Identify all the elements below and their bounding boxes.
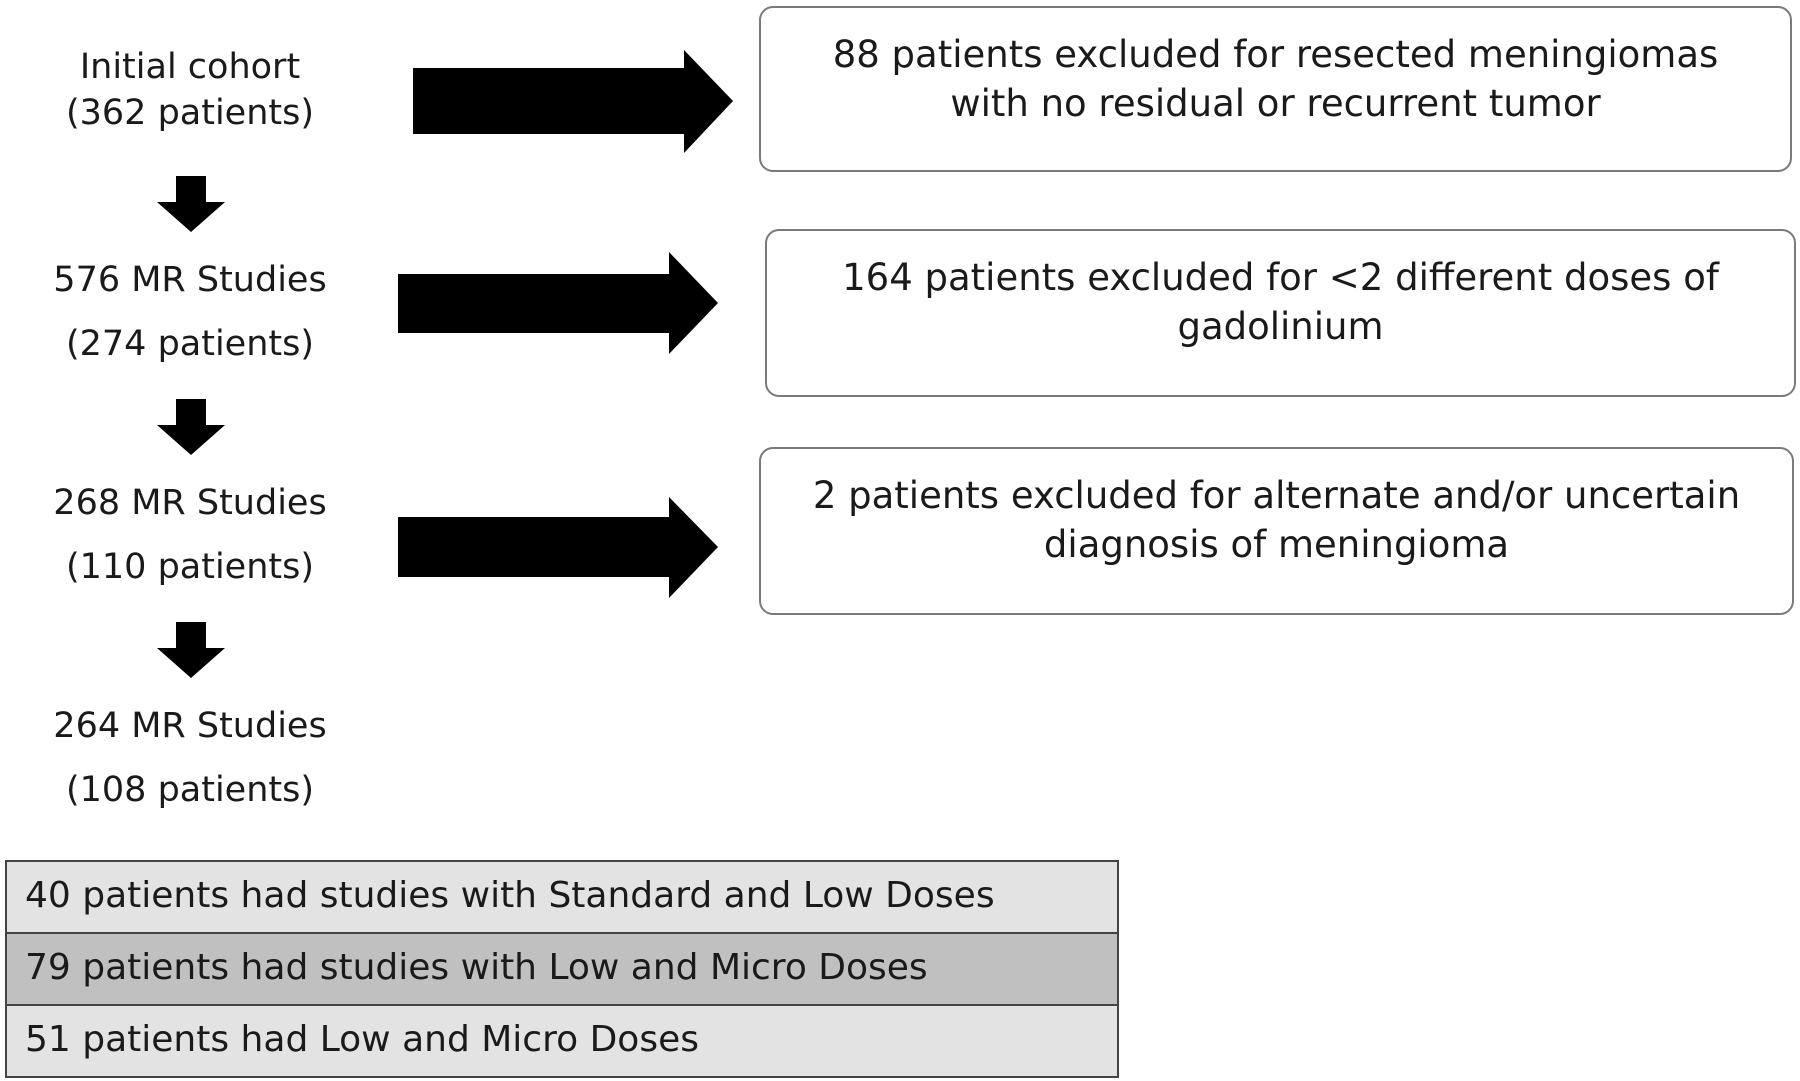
exclusion-box-gadolinium-doses xyxy=(765,229,1796,397)
dose-summary-table xyxy=(5,860,1119,1078)
exclusion-box-uncertain-diagnosis xyxy=(759,447,1794,615)
stage-264-studies xyxy=(20,706,360,819)
stage-title: 576 MR Studies xyxy=(53,260,327,300)
exclusion-text-line: gadolinium xyxy=(1177,305,1384,348)
down-arrow-icon xyxy=(157,622,225,678)
right-arrow-icon xyxy=(398,252,718,354)
stage-patient-count: (110 patients) xyxy=(65,547,315,587)
right-arrow-icon xyxy=(398,497,718,598)
stage-patient-count: (274 patients) xyxy=(65,324,315,364)
exclusion-text-line: with no residual or recurrent tumor xyxy=(950,82,1601,125)
down-arrow-icon xyxy=(157,176,225,232)
exclusion-text-line: 2 patients excluded for alternate and/or uncertain xyxy=(812,474,1741,517)
right-arrow-icon xyxy=(413,50,733,153)
stage-268-studies xyxy=(20,483,360,596)
stage-initial-cohort xyxy=(20,47,360,140)
summary-row-low-micro-only xyxy=(7,1006,1117,1076)
summary-row-low-micro xyxy=(7,934,1117,1006)
summary-row-text: 79 patients had studies with Low and Micro Doses xyxy=(25,947,928,988)
exclusion-text-line: diagnosis of meningioma xyxy=(1043,523,1510,566)
stage-title: 268 MR Studies xyxy=(53,483,327,523)
summary-row-standard-low xyxy=(7,862,1117,934)
exclusion-text-line: 164 patients excluded for <2 different doses of xyxy=(842,256,1719,299)
stage-576-studies xyxy=(20,260,360,373)
summary-row-text: 51 patients had Low and Micro Doses xyxy=(25,1019,699,1060)
summary-row-text: 40 patients had studies with Standard and Low Doses xyxy=(25,875,995,916)
down-arrow-icon xyxy=(157,399,225,455)
stage-title: Initial cohort xyxy=(79,47,301,87)
stage-patient-count: (362 patients) xyxy=(65,93,315,133)
stage-patient-count: (108 patients) xyxy=(65,770,315,810)
exclusion-box-resected xyxy=(759,6,1792,172)
stage-title: 264 MR Studies xyxy=(53,706,327,746)
exclusion-text-line: 88 patients excluded for resected meningiomas xyxy=(832,33,1719,76)
